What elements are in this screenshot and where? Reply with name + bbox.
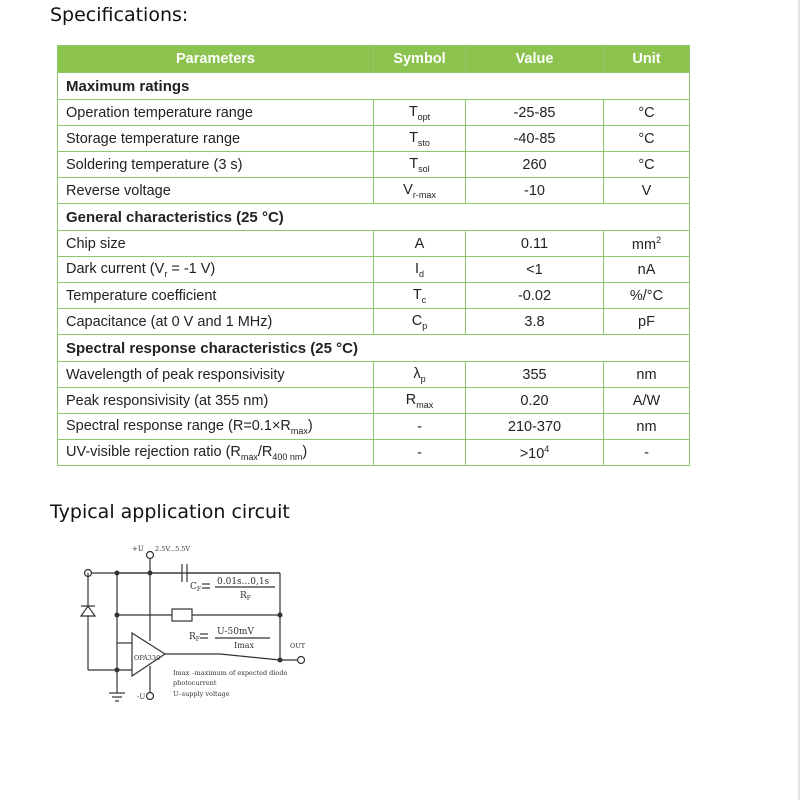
unit-cell [604,414,690,440]
header-value: Value [466,46,604,73]
note-line-2: photocurrent [173,679,217,687]
parameter-text: Soldering temperature (3 s) [66,156,243,173]
application-circuit-diagram [70,538,320,708]
parameter-subscript-2: 400 nm [272,451,303,462]
value-cell [466,152,604,178]
unit-text: pF [638,313,655,330]
value-cell [466,362,604,388]
cf-label: $C_F$ [190,582,202,593]
section-row [58,335,690,362]
unit-cell [604,126,690,152]
symbol-cell [374,100,466,126]
unit-text: %/°C [629,287,664,304]
value-cell [466,100,604,126]
value-text: 260 [522,156,547,173]
rf-numerator: U-50mV [217,627,254,637]
parameter-text: Wavelength of peak responsivisity [66,366,285,383]
parameter-cell [58,257,374,283]
unit-text: °C [638,130,655,147]
supply-label: +U [132,545,144,553]
cf-denominator: $R_F$ [240,591,251,602]
symbol-subscript: max [416,399,434,410]
parameter-cell [58,414,374,440]
table-row [58,152,690,178]
note-line-1: Imax –maximum of expected diode [173,669,288,677]
symbol-subscript: sto [417,137,430,148]
symbol-subscript: d [419,268,425,279]
parameter-cell [58,283,374,309]
value-text: <1 [526,261,543,278]
value-cell [466,309,604,335]
value-cell [466,126,604,152]
value-cell [466,440,604,466]
parameter-text: Chip size [66,235,126,252]
parameter-text: Dark current (V [66,260,165,277]
value-cell [466,231,604,257]
parameter-subscript: max [290,425,308,436]
note-line-3: U–supply voltage [173,690,230,698]
symbol-text: - [417,418,422,435]
symbol-cell [374,231,466,257]
symbol-text: C [411,312,423,329]
symbol-cell [374,126,466,152]
table-row [58,257,690,283]
unit-cell [604,440,690,466]
unit-text: °C [638,104,655,121]
table-row [58,178,690,204]
value-text: 210-370 [507,418,562,435]
parameter-cell [58,152,374,178]
unit-superscript: 2 [656,234,662,245]
table-row [58,309,690,335]
symbol-cell [374,414,466,440]
value-cell [466,257,604,283]
section-row [58,204,690,231]
value-text: 0.11 [520,235,549,252]
value-text: 355 [522,366,547,383]
symbol-subscript: r-max [412,189,436,200]
parameter-text: Peak responsivisity (at 355 nm) [66,392,269,409]
table-row [58,414,690,440]
value-text: -40-85 [513,130,556,147]
value-cell [466,283,604,309]
unit-cell [604,100,690,126]
symbol-text: T [408,103,418,120]
symbol-cell [374,440,466,466]
rf-denominator: Imax [234,641,255,650]
specifications-table [57,45,690,466]
unit-cell [604,283,690,309]
symbol-cell [374,309,466,335]
value-text: -25-85 [513,104,556,121]
section-title: Maximum ratings [58,73,690,100]
parameter-cell [58,100,374,126]
parameter-text: Capacitance (at 0 V and 1 MHz) [66,313,273,330]
cf-numerator: 0.01s...0,1s [217,577,270,587]
table-header-row [58,46,690,73]
table-row [58,126,690,152]
parameter-subscript: max [240,451,258,462]
unit-cell [604,178,690,204]
unit-cell [604,388,690,414]
parameter-text: Operation temperature range [66,104,253,121]
circuit-heading: Typical application circuit [50,501,290,523]
unit-cell [604,231,690,257]
symbol-text: V [403,181,413,198]
parameter-cell [58,126,374,152]
parameter-cell [58,362,374,388]
symbol-text: A [414,235,425,252]
symbol-text: T [409,155,419,172]
unit-text: A/W [632,392,661,409]
symbol-subscript: p [422,320,428,331]
unit-cell [604,309,690,335]
symbol-text: R [405,391,417,408]
unit-text: - [644,444,649,461]
out-label: OUT [290,642,306,650]
supply-terminal-top [147,552,154,559]
table-row [58,100,690,126]
symbol-cell [374,152,466,178]
symbol-cell [374,362,466,388]
supply-range: 2.5V...5.5V [155,545,191,553]
value-text: 0.20 [520,392,549,409]
parameter-text: Spectral response range (R=0.1×R [66,417,291,434]
unit-text: nm [636,418,657,435]
symbol-text: - [417,444,422,461]
parameter-text: Storage temperature range [66,130,241,147]
header-parameters: Parameters [58,46,374,73]
symbol-text: T [412,286,422,303]
parameter-cell [58,178,374,204]
parameter-subscript: r [164,268,168,279]
output-terminal [298,657,305,664]
unit-cell [604,257,690,283]
value-cell [466,178,604,204]
value-text: -0.02 [517,287,552,304]
value-text: -10 [524,182,545,199]
symbol-text: T [409,129,418,146]
header-unit: Unit [604,46,690,73]
value-cell [466,388,604,414]
table-row [58,231,690,257]
rf-label: $R_F$ [189,632,200,643]
parameter-cell [58,231,374,257]
value-text: >10 [519,445,545,462]
unit-text: nm [636,366,657,383]
unit-text: nA [637,261,656,278]
symbol-cell [374,388,466,414]
unit-cell [604,152,690,178]
section-title: Spectral response characteristics (25 °C) [58,335,690,362]
opamp-label: OPA330 [134,654,161,662]
symbol-subscript: p [420,373,426,384]
unit-cell [604,362,690,388]
symbol-subscript: opt [417,111,431,122]
section-title: General characteristics (25 °C) [58,204,690,231]
symbol-cell [374,178,466,204]
table-row [58,283,690,309]
value-superscript: 4 [544,443,550,454]
parameter-text: Reverse voltage [66,182,171,199]
header-symbol: Symbol [374,46,466,73]
parameter-mid: /R [257,443,273,460]
negative-supply-label: -U [137,693,146,701]
table-row [58,388,690,414]
section-row [58,73,690,100]
parameter-tail: ) [302,443,308,460]
table-row [58,440,690,466]
value-text: 3.8 [524,313,545,330]
value-cell [466,414,604,440]
table-row [58,362,690,388]
parameter-cell [58,440,374,466]
symbol-text: I [414,260,419,277]
unit-text: mm [631,236,657,253]
symbol-cell [374,257,466,283]
specifications-heading: Specifications: [50,4,189,26]
symbol-cell [374,283,466,309]
unit-text: V [641,182,652,199]
parameter-tail: ) [307,417,313,434]
parameter-text: Temperature coefficient [66,287,217,304]
unit-text: °C [638,156,655,173]
symbol-subscript: c [421,294,427,305]
symbol-text: λ [413,365,421,382]
negative-supply-terminal [147,693,154,700]
parameter-tail: = -1 V) [167,260,216,277]
parameter-cell [58,388,374,414]
parameter-text: UV-visible rejection ratio (R [66,443,241,460]
parameter-cell [58,309,374,335]
symbol-subscript: sol [418,163,430,174]
